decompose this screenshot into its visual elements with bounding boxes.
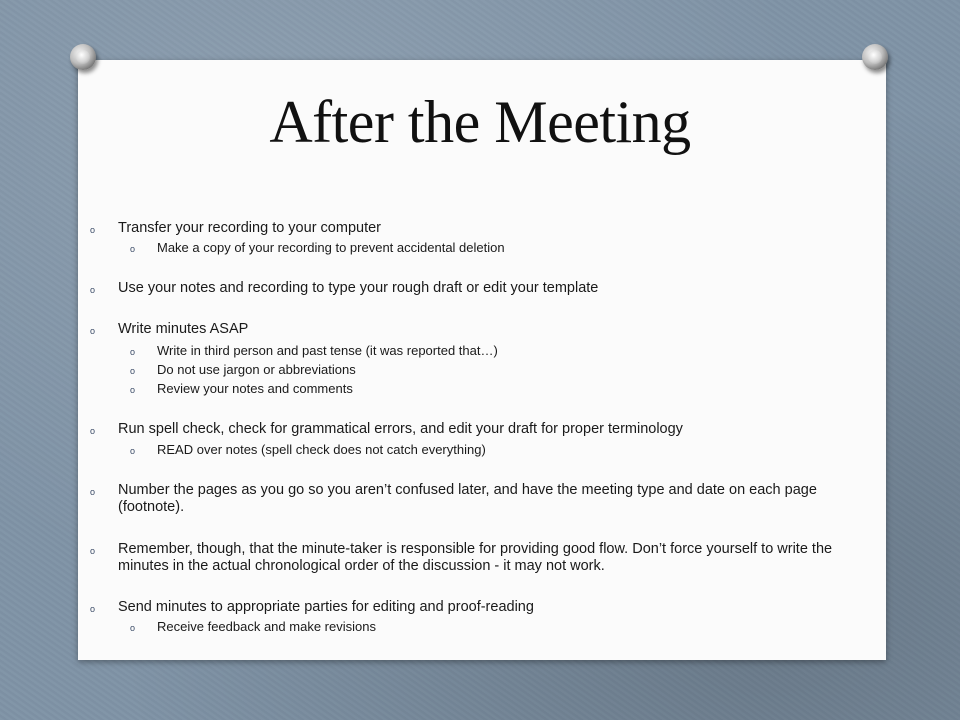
pushpin-icon	[70, 44, 96, 70]
sub-bullet-icon: o	[130, 244, 136, 254]
sub-bullet-item	[130, 442, 857, 457]
bullet-item	[90, 599, 874, 616]
bullet-text: Send minutes to appropriate parties for editing and proof-reading	[118, 599, 534, 615]
bullet-text: Write minutes ASAP	[118, 321, 249, 337]
bullet-icon: o	[90, 285, 96, 295]
bullet-item	[90, 220, 874, 237]
bullet-text: Remember, though, that the minute-taker is responsible for providing good flow. Don’t force yourself to write the minutes in the actual chronological order of the discussion - it may not work.	[118, 541, 833, 574]
sub-bullet-icon: o	[130, 347, 136, 357]
sub-bullet-icon: o	[130, 446, 136, 456]
sub-bullet-item	[130, 362, 857, 377]
sub-bullet-icon: o	[130, 385, 136, 395]
sub-bullet-text: Make a copy of your recording to prevent accidental deletion	[157, 240, 505, 255]
sub-bullet-text: READ over notes (spell check does not catch everything)	[157, 442, 486, 457]
sub-bullet-item	[130, 381, 857, 396]
bullet-item	[90, 541, 874, 575]
sub-bullet-item	[130, 343, 857, 358]
pushpin-icon	[862, 44, 888, 70]
bullet-icon: o	[90, 546, 96, 556]
bullet-text: Number the pages as you go so you aren’t confused later, and have the meeting type and date on each page (footnote).	[118, 482, 817, 515]
bullet-text: Run spell check, check for grammatical errors, and edit your draft for proper terminology	[118, 421, 683, 437]
slide-title: After the Meeting	[269, 89, 691, 155]
sub-bullet-item	[130, 240, 857, 255]
bullet-item	[90, 482, 874, 516]
sub-bullet-item	[130, 619, 857, 634]
bullet-item	[90, 280, 874, 297]
bullet-icon: o	[90, 225, 96, 235]
bullet-icon: o	[90, 487, 96, 497]
bullet-icon: o	[90, 326, 96, 336]
sub-bullet-icon: o	[130, 366, 136, 376]
bullet-item	[90, 321, 874, 338]
bullet-icon: o	[90, 426, 96, 436]
sub-bullet-text: Receive feedback and make revisions	[157, 619, 376, 634]
bullet-item	[90, 421, 874, 438]
sub-bullet-text: Do not use jargon or abbreviations	[157, 362, 356, 377]
bullet-text: Transfer your recording to your computer	[118, 220, 381, 236]
sub-bullet-icon: o	[130, 623, 136, 633]
sub-bullet-text: Write in third person and past tense (it was reported that…)	[157, 343, 498, 358]
bullet-text: Use your notes and recording to type your rough draft or edit your template	[118, 280, 599, 296]
bullet-icon: o	[90, 604, 96, 614]
sub-bullet-text: Review your notes and comments	[157, 381, 353, 396]
